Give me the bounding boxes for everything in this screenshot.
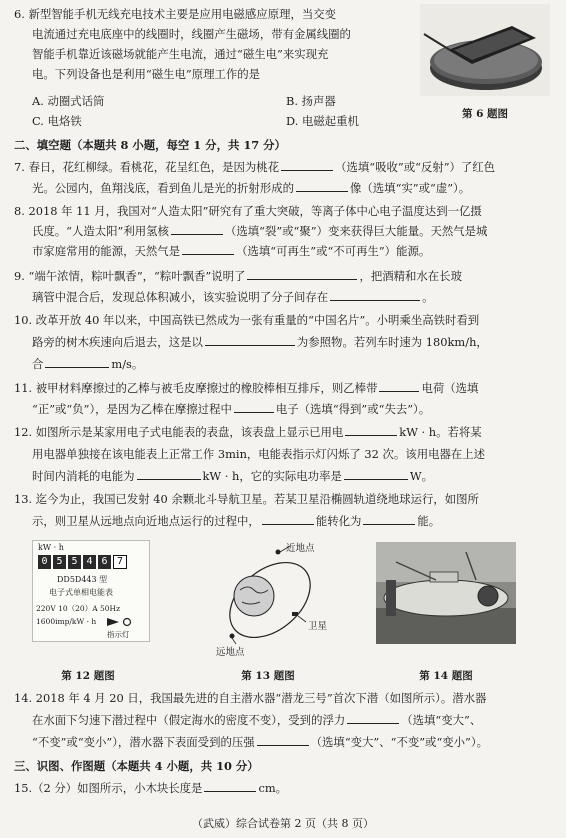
q12-line1: 12. 如图所示是某家用电子式电能表的表盘，该表盘上显示已用电 kW · h。若将某 [14,425,482,439]
q6-option-c: C. 电烙铁 [32,114,82,128]
fig6-caption: 第 6 题图 [461,108,509,120]
fig13-caption: 第 13 题图 [241,670,295,682]
q9-line2: 璃管中混合后，发现总体积减小，该实验说明了分子间存在 。 [32,290,434,304]
meter-digit: 0 [38,555,51,569]
satellite-icon [292,612,298,616]
perigee-point [276,550,281,555]
q9-line1: 9. “端午浓情，粽叶飘香”，“粽叶飘香”说明了 ，把酒精和水在长玻 [14,269,462,283]
q6-line1: 6. 新型智能手机无线充电技术主要是应用电磁感应原理，当交变 [14,7,337,21]
q14-line3: “不变”或“变小”），潜水器下表面受到的压强 （选填“变大”、“不变”或“变小”）。 [32,735,488,749]
meter-indicator-label: 指示灯 [107,630,130,639]
q11-line1: 11. 被甲材料摩擦过的乙棒与被毛皮摩擦过的橡胶棒相互排斥，则乙棒带 电荷（选填 [14,381,479,395]
q6-line4: 电。下列设备也是利用“磁生电”原理工作的是 [32,67,261,81]
orbit-satellite-label: 卫星 [308,621,328,632]
q8-line3: 市家庭常用的能源，天然气是 （选填“可再生”或“不可再生”）能源。 [32,244,431,258]
q10-line3: 合 m/s。 [32,357,144,371]
earth-icon [234,576,274,616]
q7-line2: 光。公园内，鱼翔浅底，看到鱼儿是光的折射形成的 像（选填“实”或“虚”）。 [32,181,471,195]
meter-imp: 1600imp/kW · h [36,617,97,626]
q10-line1: 10. 改革开放 40 年以来，中国高铁已然成为一张有重量的“中国名片”。小明乘坐高铁时看到 [14,313,480,327]
page-footer: （武威）综合试卷第 2 页（共 8 页） [192,817,374,830]
orbit-apogee-label: 远地点 [216,647,245,658]
q6-line3: 智能手机靠近该磁场就能产生电流，通过“磁生电”来实现充 [32,47,329,61]
fig12-electricity-meter [32,540,150,642]
fig12-caption: 第 12 题图 [61,670,115,682]
q6-line2: 电流通过充电底座中的线圈时，线圈产生磁场，带有金属线圈的 [32,27,351,41]
q6-option-b: B. 扬声器 [286,94,336,108]
section3-title: 三、识图、作图题（本题共 4 小题，共 10 分） [14,759,259,773]
q12-line3: 时间内消耗的电能为 kW · h，它的实际电功率是 W。 [32,469,433,483]
meter-name: 电子式单相电能表 [49,588,113,597]
meter-digit: 6 [98,555,111,569]
q13-line1: 13. 迄今为止，我国已发射 40 余颗北斗导航卫星。若某卫星沿椭圆轨道绕地球运行，如图所 [14,492,479,506]
orbit-perigee-label: 近地点 [286,543,315,554]
meter-model: DD5D443 型 [57,575,108,584]
meter-digit-display [38,555,127,569]
q8-line1: 8. 2018 年 11 月，我国对“人造太阳”研究有了重大突破，等离子体中心电子温度达到一亿摄 [14,204,482,218]
q15-line1: 15.（2 分）如图所示，小木块长度是 cm。 [14,781,288,795]
fig14-caption: 第 14 题图 [419,670,473,682]
q12-line2: 用电器单独接在该电能表上正常工作 3min，电能表指示灯闪烁了 32 次。该用电器在上述 [32,447,486,461]
q14-line1: 14. 2018 年 4 月 20 日，我国最先进的自主潜水器“潜龙三号”首次下潜（如图所示）。潜水器 [14,691,487,705]
q6-option-d: D. 电磁起重机 [286,114,359,128]
fig14-submersible-photo [376,542,516,644]
fig13-orbit-diagram [210,540,334,658]
meter-digit: 5 [53,555,66,569]
apogee-point [230,634,235,639]
q7-line1: 7. 春日，花红柳绿。看桃花，花呈红色，是因为桃花 （选填“吸收”或“反射”）了红色 [14,160,496,174]
q6-option-a: A. 动圈式话筒 [32,94,105,108]
q10-line2: 路旁的树木疾速向后退去，这是以 为参照物。若列车时速为 180km/h， [32,335,488,349]
meter-rating: 220V 10（20）A 50Hz [36,604,121,613]
q8-line2: 氏度。“人造太阳”利用氢核 （选填“裂”或“聚”）变来获得巨大能量。天然气是城 [32,224,488,238]
meter-digit: 5 [68,555,81,569]
meter-digit: 4 [83,555,96,569]
indicator-light-icon [105,617,135,627]
meter-unit: kW · h [38,543,64,552]
meter-digit-decimal: 7 [113,555,127,569]
wireless-charger-photo [420,4,550,96]
q13-line2: 示，则卫星从远地点向近地点运行的过程中， 能转化为 能。 [32,514,441,528]
q14-line2: 在水面下匀速下潜过程中（假定海水的密度不变），受到的浮力 （选填“变大”、 [32,713,482,727]
section2-title: 二、填空题（本题共 8 小题，每空 1 分，共 17 分） [14,138,286,152]
q11-line2: “正”或“负”），是因为乙棒在摩擦过程中 电子（选填“得到”或“失去”）。 [32,402,431,416]
